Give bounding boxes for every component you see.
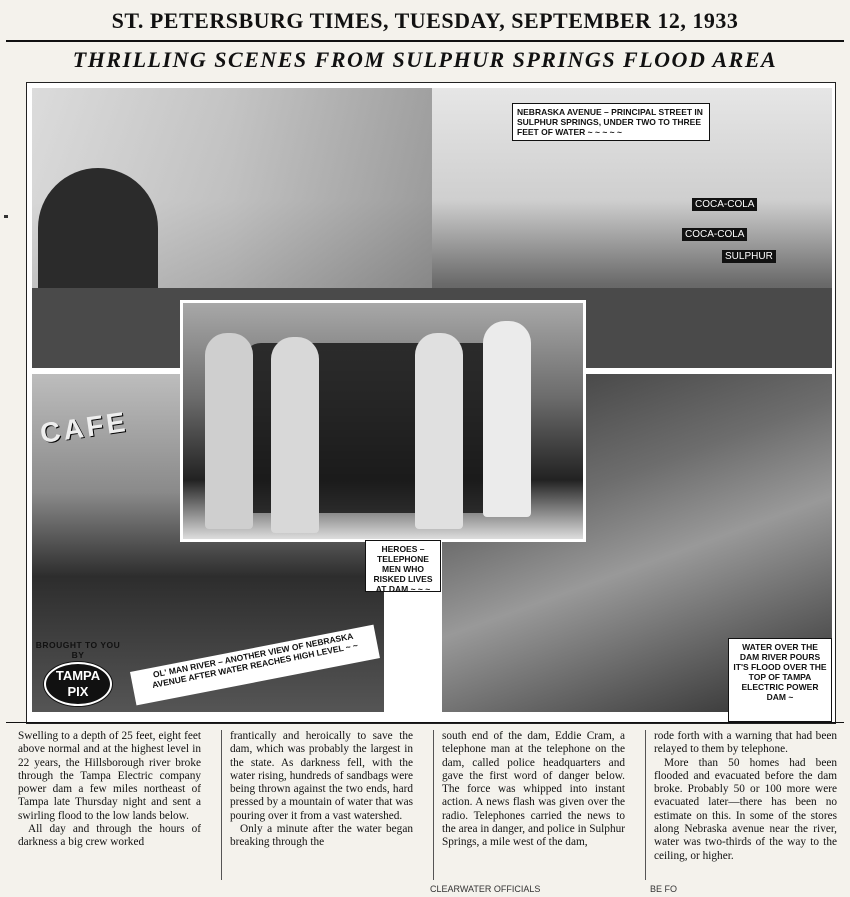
- paragraph: Only a minute after the water began breaking through the: [230, 823, 413, 849]
- cafe-sign: CAFE: [38, 406, 130, 449]
- telephone-man-2: [271, 337, 319, 533]
- coca-cola-sign-2: COCA-COLA: [682, 228, 747, 241]
- column-rule: [645, 730, 646, 880]
- paragraph: All day and through the hours of darkness a big crew worked: [18, 823, 201, 849]
- badge-logo: [44, 662, 112, 706]
- tampa-pix-badge: [30, 640, 126, 702]
- strip-text-left: CLEARWATER OFFICIALS: [430, 884, 541, 894]
- paragraph: Swelling to a depth of 25 feet, eight feet above normal and at the highest level in 22 years, the Hillsborough river broke through the Tampa Electric company power dam a few miles northeast of Tampa late Thursday night and sent a swirling flood to the low lands below.: [18, 730, 201, 822]
- paragraph: rode forth with a warning that had been relayed to them by telephone.: [654, 730, 837, 756]
- page-headline: THRILLING SCENES FROM SULPHUR SPRINGS FLOOD AREA: [72, 47, 778, 72]
- article-body: [18, 730, 840, 880]
- caption-heroes: HEROES – TELEPHONE MEN WHO RISKED LIVES AT DAM ~ ~ ~: [365, 540, 441, 592]
- telephone-man-4: [483, 321, 531, 517]
- telephone-man-3: [415, 333, 463, 529]
- coca-cola-sign: COCA-COLA: [692, 198, 757, 211]
- paragraph: frantically and heroically to save the dam, which was probably the largest in the state. As darkness fell, with the water rising, hundreds of sandbags were being thrown against the two ends, hard pressed by a mountain of water that was pouring over it from a vast watershed.: [230, 730, 413, 822]
- badge-tagline: BROUGHT TO YOU BY: [35, 640, 121, 660]
- article-column-3: [442, 730, 625, 880]
- masthead: ST. PETERSBURG TIMES, TUESDAY, SEPTEMBER 12, 1933: [111, 8, 739, 33]
- telephone-man-1: [205, 333, 253, 529]
- article-column-2: [230, 730, 413, 880]
- column-rule: [221, 730, 222, 880]
- paragraph: More than 50 homes had been flooded and evacuated before the dam broke. Probably 50 or 100 more were evacuated later—there has been no estimate on this. In some of the stores along Nebraska avenue near the river, water was two-thirds of the way to the ceiling, or higher.: [654, 756, 837, 862]
- photo-heroes: [180, 300, 586, 542]
- badge-line1: TAMPA: [55, 668, 101, 683]
- column-rule: [433, 730, 434, 880]
- sulphur-sign: SULPHUR: [722, 250, 776, 263]
- article-column-4: [654, 730, 837, 880]
- strip-text-right: BE FO: [650, 884, 678, 894]
- article-rule: [6, 722, 844, 723]
- gutter-mark: [4, 215, 8, 218]
- caption-nebraska-avenue: NEBRASKA AVENUE – PRINCIPAL STREET IN SULPHUR SPRINGS, UNDER TWO TO THREE FEET OF WATER ~ ~ ~ ~ ~: [512, 103, 710, 141]
- caption-water-over-dam: WATER OVER THE DAM RIVER POURS IT'S FLOOD OVER THE TOP OF TAMPA ELECTRIC POWER DAM ~: [728, 638, 832, 722]
- masthead-rule: [6, 40, 844, 42]
- caption-ol-man-river: OL' MAN RIVER – ANOTHER VIEW OF NEBRASKA AVENUE AFTER WATER REACHES HIGH LEVEL ~ ~: [130, 625, 380, 706]
- badge-line2: PIX: [67, 684, 89, 699]
- article-column-1: [18, 730, 201, 880]
- paragraph: south end of the dam, Eddie Cram, a telephone man at the telephone on the dam, called police headquarters and gave the first word of danger below. The force was whipped into instant action. A news flash was given over the radio. Telephones carried the news to the area in danger, and police in Sulphur Springs, a mile west of the dam,: [442, 730, 625, 849]
- next-page-strip: [0, 884, 850, 897]
